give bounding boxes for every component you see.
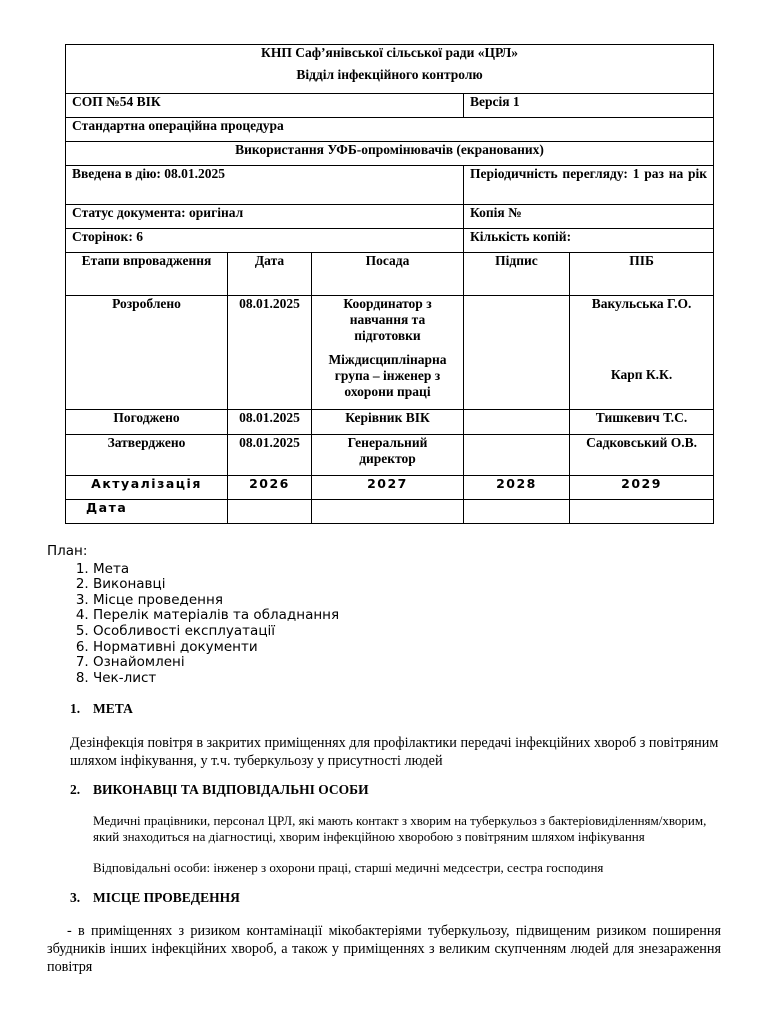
position-agreed: Керівник ВІК (312, 410, 464, 435)
plan-item: 7. Ознайомлені (93, 655, 747, 671)
position-developed (312, 296, 464, 410)
position-developed-2: Міждисциплінарна група – інженер з охорони праці (328, 352, 447, 399)
effective-date: Введена в дію: 08.01.2025 (66, 166, 464, 205)
copies-count: Кількість копій: (464, 229, 714, 253)
plan-item: 8. Чек-лист (93, 671, 747, 687)
sop-header-table (65, 44, 714, 524)
date-approved: 08.01.2025 (228, 435, 312, 476)
std-procedure: Стандартна операційна процедура (66, 118, 714, 142)
org-name: КНП Саф’янівської сільської ради «ЦРЛ» (261, 45, 519, 60)
name-developed-2: Карп К.К. (610, 367, 673, 382)
section-1-heading: МЕТА (93, 701, 133, 716)
signature-developed (464, 296, 570, 410)
plan-item: 6. Нормативні документи (93, 640, 747, 656)
stage-approved: Затверджено (66, 435, 228, 476)
update-year-3: 2028 (464, 476, 570, 500)
version: Версія 1 (464, 94, 714, 118)
plan-item: 2. Виконавці (93, 577, 747, 593)
section-2-text-2: Відповідальні особи: інженер з охорони праці, старші медичні медсестри, сестра господиня (93, 860, 604, 875)
position-developed-1: Координатор з навчання та підготовки (343, 296, 432, 343)
col-header-stage: Етапи впровадження (66, 253, 228, 296)
section-1-number: 1. (70, 701, 81, 716)
section-2-heading: ВИКОНАВЦІ ТА ВІДПОВІДАЛЬНІ ОСОБИ (93, 782, 369, 797)
section-3-number: 3. (70, 890, 81, 905)
position-approved: Генеральний директор (312, 435, 464, 476)
col-header-date: Дата (228, 253, 312, 296)
section-3-title (70, 890, 240, 906)
plan-item: 4. Перелік матеріалів та обладнання (93, 608, 747, 624)
col-header-name: ПІБ (570, 253, 714, 296)
copy-number: Копія № (464, 205, 714, 229)
update-year-4: 2029 (570, 476, 714, 500)
page-count: Сторінок: 6 (66, 229, 464, 253)
plan-title: План: (47, 543, 88, 559)
plan-section (47, 544, 747, 686)
section-2-text-1: Медичні працівники, персонал ЦРЛ, які мають контакт з хворим на туберкульоз з бактеріовиділенням/хворим, який знаходиться на діагностиці, хворим інфекційною хворобою з повітряним шляхом інфікування (93, 813, 707, 844)
doc-status: Статус документа: оригінал (66, 205, 464, 229)
date-developed: 08.01.2025 (228, 296, 312, 410)
name-agreed: Тишкевич Т.С. (570, 410, 714, 435)
date-label: Дата (66, 500, 228, 524)
dept-name: Відділ інфекційного контролю (296, 67, 483, 82)
update-label: Актуалізація (66, 476, 228, 500)
update-date-1 (228, 500, 312, 524)
section-2-title (70, 782, 369, 798)
name-developed-1: Вакульська Г.О. (591, 296, 692, 311)
col-header-position: Посада (312, 253, 464, 296)
stage-developed: Розроблено (66, 296, 228, 410)
section-3-text: - в приміщеннях з ризиком контамінації мікобактеріями туберкульозу, підвищеним ризиком поширення збудників інших інфекційних хвороб, а також у приміщеннях з великим скупченням людей для знезараження повітря (47, 923, 721, 975)
section-1-text: Дезінфекція повітря в закритих приміщеннях для профілактики передачі інфекційних хвороб з повітряним шляхом інфікування, у т.ч. туберкульозу у присутності людей (70, 735, 719, 769)
update-year-2: 2027 (312, 476, 464, 500)
plan-list (47, 562, 747, 687)
section-3-heading: МІСЦЕ ПРОВЕДЕННЯ (93, 890, 240, 905)
name-approved: Садковський О.В. (570, 435, 714, 476)
name-developed (570, 296, 714, 410)
review-period-text: Періодичність перегляду: 1 раз на рік (470, 166, 708, 181)
update-date-4 (570, 500, 714, 524)
update-date-2 (312, 500, 464, 524)
plan-item: 5. Особливості експлуатації (93, 624, 747, 640)
sop-subject: Використання УФБ-опромінювачів (екранованих) (66, 142, 714, 166)
plan-item: 3. Місце проведення (93, 593, 747, 609)
sop-number: СОП №54 ВІК (66, 94, 464, 118)
stage-agreed: Погоджено (66, 410, 228, 435)
org-title-cell (66, 45, 714, 94)
review-period (464, 166, 714, 205)
date-agreed: 08.01.2025 (228, 410, 312, 435)
col-header-signature: Підпис (464, 253, 570, 296)
section-1-title (70, 701, 133, 717)
update-date-3 (464, 500, 570, 524)
section-2-number: 2. (70, 782, 81, 797)
signature-approved (464, 435, 570, 476)
update-year-1: 2026 (228, 476, 312, 500)
plan-item: 1. Мета (93, 562, 747, 578)
signature-agreed (464, 410, 570, 435)
